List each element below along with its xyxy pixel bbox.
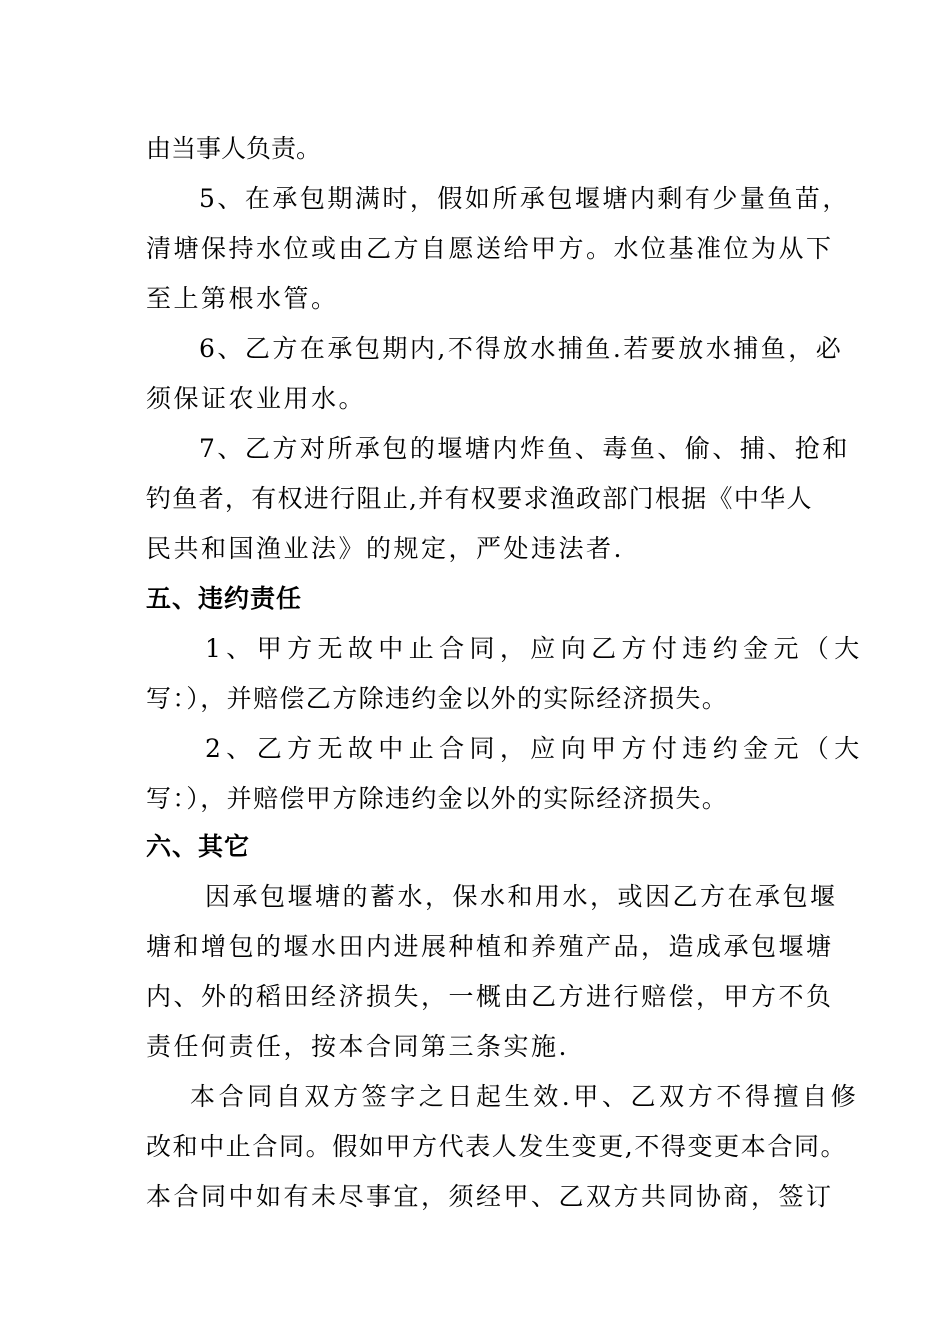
effect-paragraph-line: 本合同自双方签字之日起生效.甲、乙双方不得擅自修	[190, 1082, 860, 1111]
other-paragraph-line: 内、外的稻田经济损失，一概由乙方进行赔偿，甲方不负	[146, 982, 834, 1011]
section-heading-breach: 五、违约责任	[146, 584, 303, 613]
clause-7-line: 钓鱼者，有权进行阻止,并有权要求渔政部门根据《中华人	[146, 484, 813, 513]
clause-7-line: 7、乙方对所承包的堰塘内炸鱼、毒鱼、偷、捕、抢和	[199, 434, 850, 463]
breach-clause-2-line: 2、乙方无故中止合同，应向甲方付违约金元（大	[205, 734, 865, 763]
section-heading-other: 六、其它	[146, 832, 251, 861]
effect-paragraph-line: 本合同中如有未尽事宜，须经甲、乙双方共同协商，签订	[146, 1182, 834, 1211]
paragraph-line: 由当事人负责。	[146, 134, 322, 163]
clause-6-line: 6、乙方在承包期内,不得放水捕鱼.若要放水捕鱼，必	[199, 334, 844, 363]
clause-5-line: 5、在承包期满时，假如所承包堰塘内剩有少量鱼苗，	[199, 184, 850, 213]
other-paragraph-line: 因承包堰塘的蓄水，保水和用水，或因乙方在承包堰	[205, 882, 838, 911]
other-paragraph-line: 责任何责任，按本合同第三条实施.	[146, 1032, 569, 1061]
breach-clause-2-line: 写：），并赔偿甲方除违约金以外的实际经济损失。	[146, 784, 729, 813]
other-paragraph-line: 塘和增包的堰水田内进展种植和养殖产品，造成承包堰塘	[146, 932, 834, 961]
clause-6-line: 须保证农业用水。	[146, 384, 367, 413]
clause-5-line: 至上第根水管。	[146, 284, 339, 313]
breach-clause-1-line: 写：），并赔偿乙方除违约金以外的实际经济损失。	[146, 684, 729, 713]
clause-5-line: 清塘保持水位或由乙方自愿送给甲方。水位基准位为从下	[146, 234, 834, 263]
effect-paragraph-line: 改和中止合同。假如甲方代表人发生变更,不得变更本合同。	[146, 1132, 848, 1161]
clause-7-line: 民共和国渔业法》的规定，严处违法者.	[146, 534, 624, 563]
breach-clause-1-line: 1、甲方无故中止合同，应向乙方付违约金元（大	[205, 634, 865, 663]
